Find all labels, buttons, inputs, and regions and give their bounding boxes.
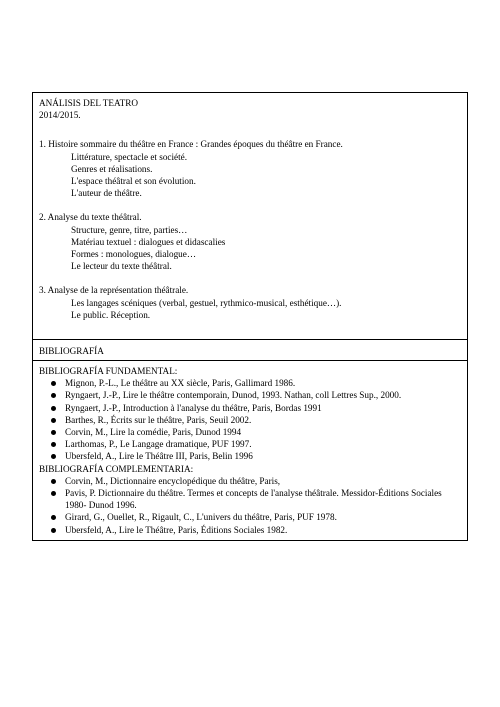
- list-item: Mignon, P.-L., Le théâtre au XX siècle, Paris, Gallimard 1986.: [39, 377, 461, 389]
- section-item: Matériau textuel : dialogues et didascalies: [71, 236, 226, 247]
- section-item: L'auteur de théâtre.: [71, 188, 142, 199]
- section-item: Formes : monologues, dialogue…: [71, 249, 197, 260]
- bibliography-list-cell: [33, 360, 467, 540]
- course-year: 2014/2015.: [39, 110, 81, 121]
- section-item: Littérature, spectacle et société.: [71, 151, 188, 162]
- complementary-heading: BIBLIOGRAFÍA COMPLEMENTARIA:: [39, 463, 194, 474]
- list-item: Corvin, M., Dictionnaire encyclopédique du théâtre, Paris,: [39, 475, 461, 487]
- list-item: Larthomas, P., Le Langage dramatique, PUF 1997.: [39, 438, 461, 450]
- fundamental-list: [39, 377, 461, 462]
- section-heading: 2. Analyse du texte théâtral.: [39, 212, 142, 223]
- document-table: [32, 92, 468, 541]
- section-item: Genres et réalisations.: [71, 163, 153, 174]
- bibliography-title-cell: [33, 339, 467, 360]
- complementary-list: [39, 475, 461, 536]
- list-item: Ryngaert, J.-P., Lire le théâtre contemporain, Dunod, 1993. Nathan, coll Lettres Sup., 2000.: [39, 389, 461, 401]
- fundamental-heading: BIBLIOGRAFÍA FUNDAMENTAL:: [39, 366, 178, 376]
- list-item: Pavis, P. Dictionnaire du théâtre. Termes et concepts de l'analyse théâtrale. Messidor-Éditions Sociales 1980- Dunod 1996.: [39, 487, 461, 511]
- course-content-cell: [33, 93, 467, 339]
- section-item: Les langages scéniques (verbal, gestuel, rythmico-musical, esthétique…).: [71, 297, 342, 308]
- section-item: Le lecteur du texte théâtral.: [71, 261, 172, 272]
- section-item: Structure, genre, titre, parties…: [71, 224, 188, 235]
- list-item: Girard, G., Ouellet, R., Rigault, C., L'univers du théâtre, Paris, PUF 1978.: [39, 511, 461, 523]
- section-item: Le public. Réception.: [71, 309, 151, 320]
- course-title: ANÁLISIS DEL TEATRO: [39, 98, 139, 108]
- section-heading: 1. Histoire sommaire du théâtre en France : Grandes époques du théâtre en France.: [39, 139, 343, 150]
- list-item: Ryngaert, J.-P., Introduction à l'analyse du théâtre, Paris, Bordas 1991: [39, 402, 461, 414]
- bibliography-title: BIBLIOGRAFÍA: [39, 346, 104, 356]
- list-item: Corvin, M., Lire la comédie, Paris, Dunod 1994: [39, 426, 461, 438]
- list-item: Ubersfeld, A., Lire le Théâtre, Paris, Éditions Sociales 1982.: [39, 524, 461, 536]
- list-item: Barthes, R., Écrits sur le théâtre, Paris, Seuil 2002.: [39, 414, 461, 426]
- list-item: Ubersfeld, A., Lire le Théâtre III, Paris, Belin 1996: [39, 450, 461, 462]
- section-heading: 3. Analyse de la représentation théâtrale.: [39, 285, 189, 296]
- section-item: L'espace théâtral et son évolution.: [71, 176, 196, 187]
